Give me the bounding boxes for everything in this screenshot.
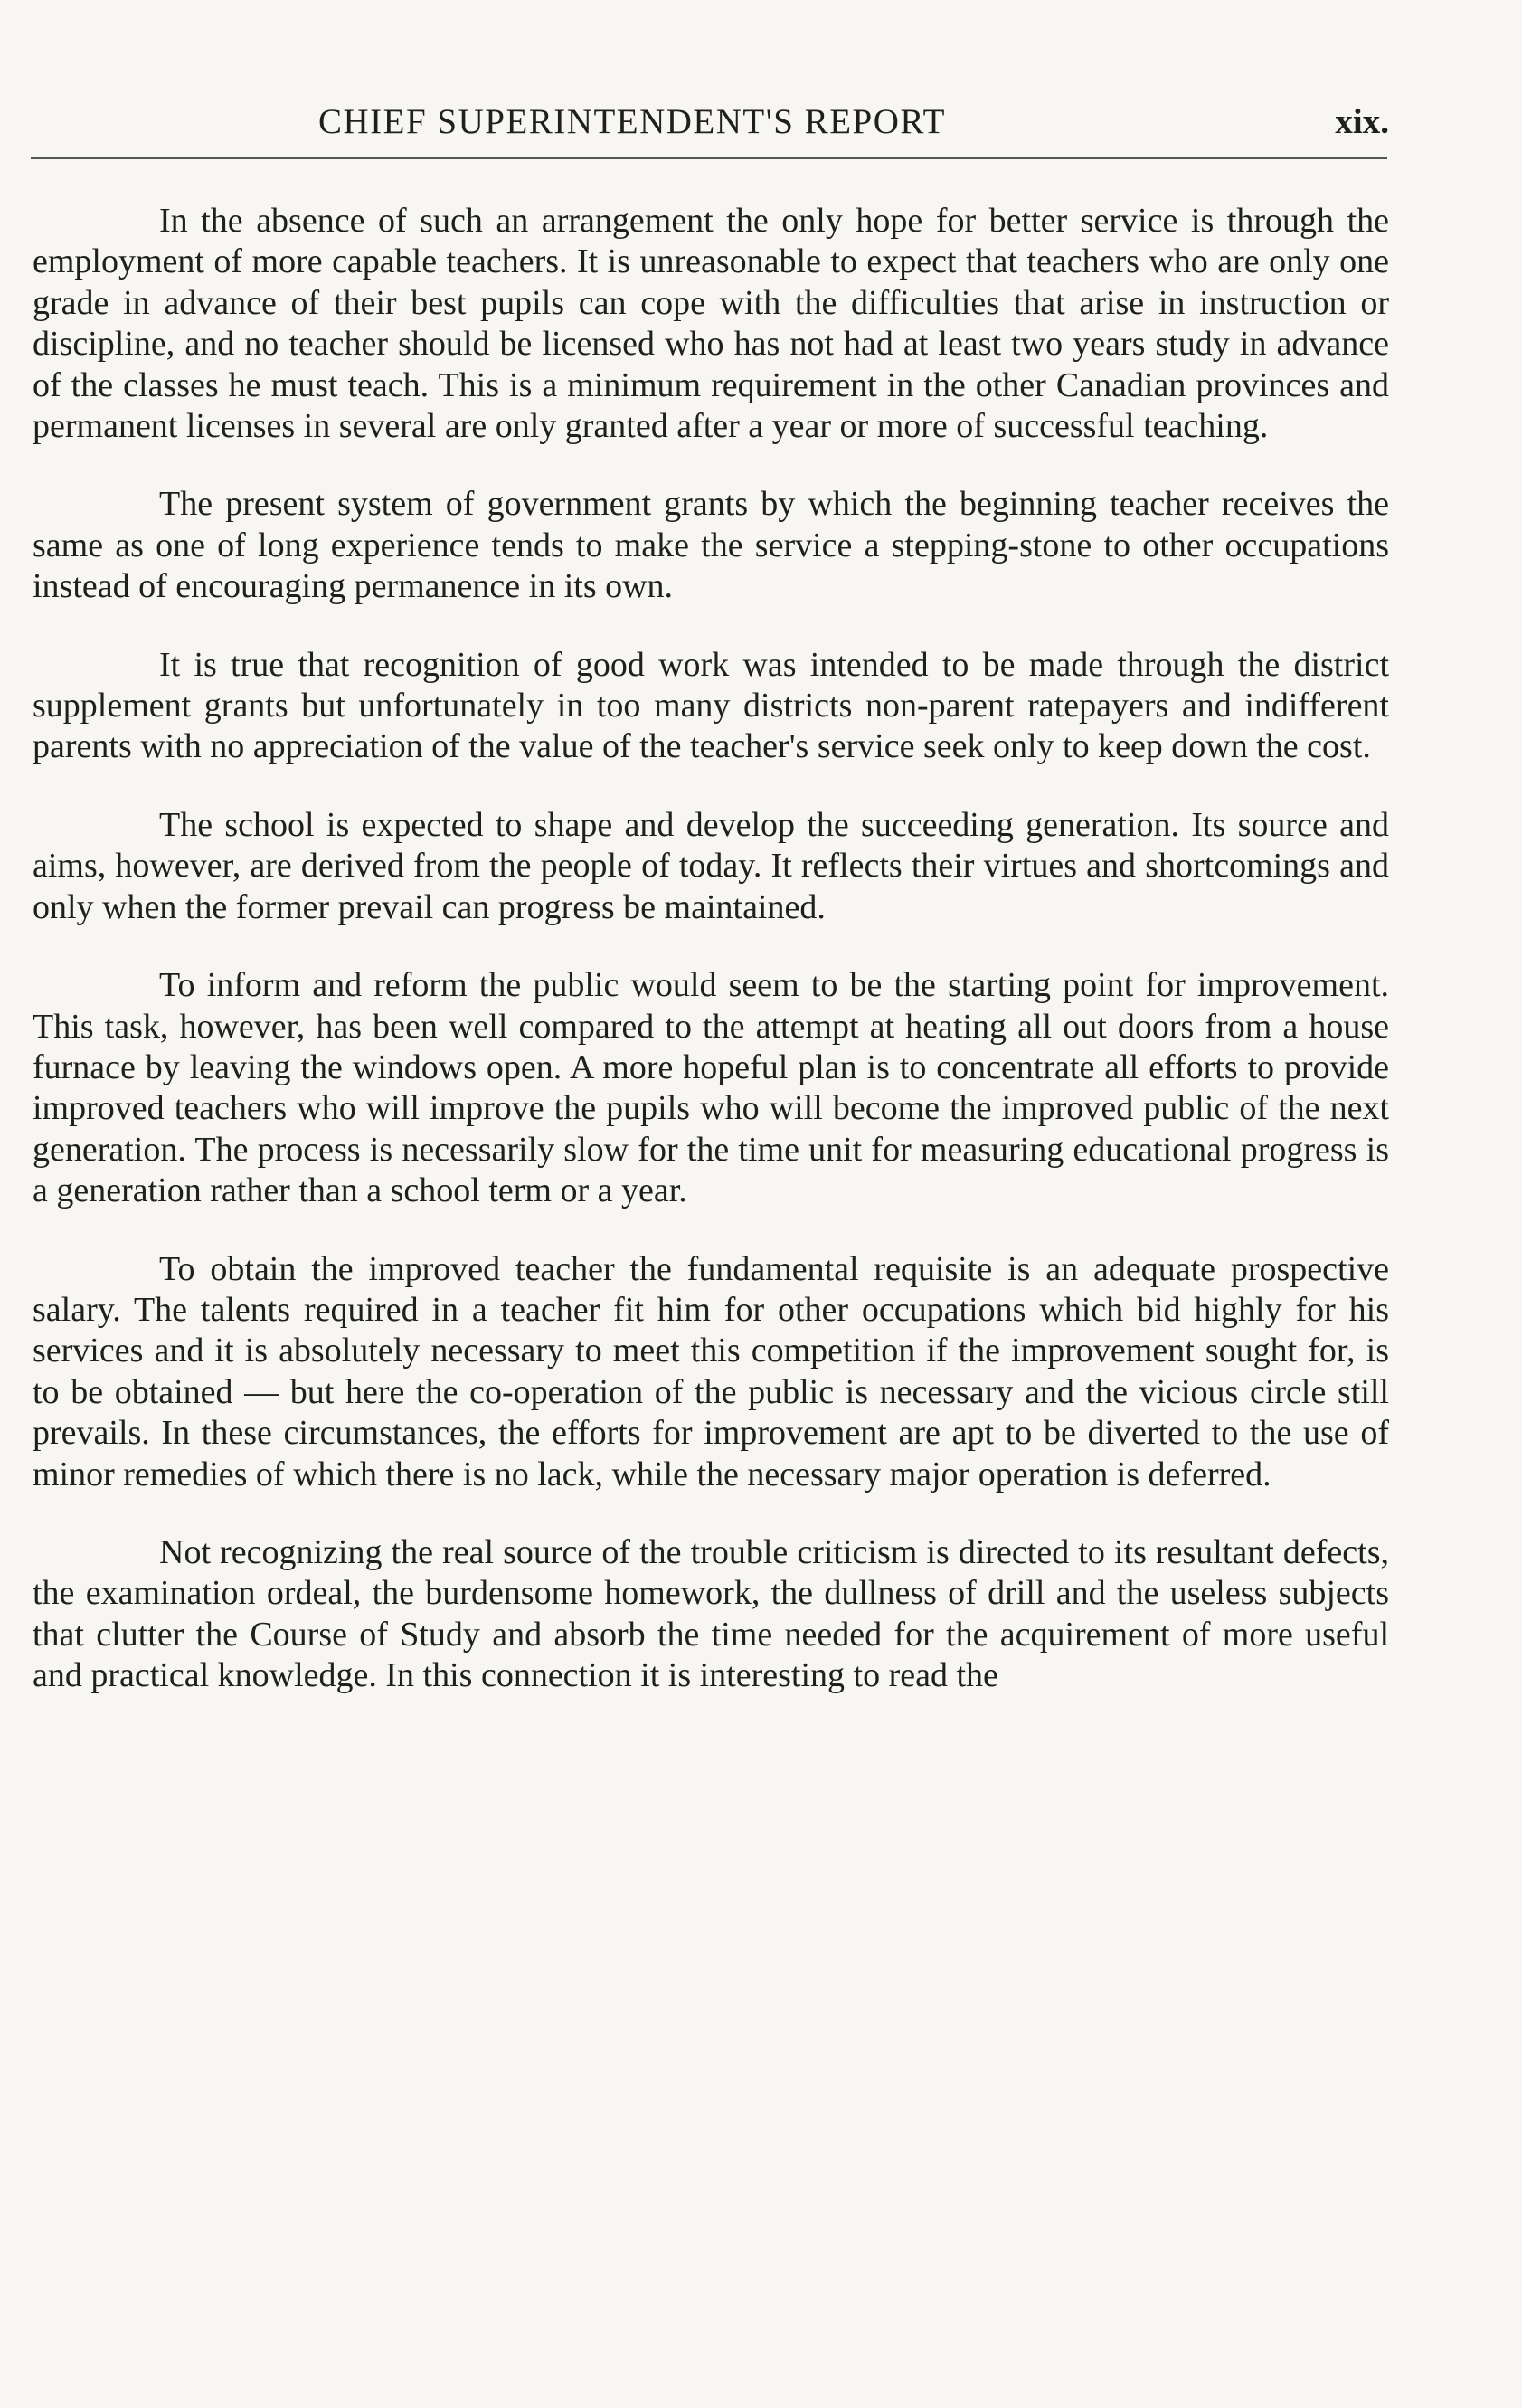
body-text — [33, 201, 1389, 1697]
header-rule — [31, 157, 1387, 159]
page-number: xix. — [1335, 102, 1389, 141]
header-title: CHIEF SUPERINTENDENT'S REPORT — [318, 102, 946, 141]
paragraph: The school is expected to shape and develop the succeeding generation. Its source and aims, however, are derived from the people of today. It reflects their virtues and shortcomings and only when the former prevail can progress be maintained. — [33, 805, 1389, 926]
paragraph: It is true that recognition of good work was intended to be made through the district supplement grants but unfortunately in too many districts non-parent ratepayers and indifferent parents with no appreciation of the value of the teacher's service seek only to keep down the cost. — [33, 645, 1389, 766]
paragraph: To obtain the improved teacher the fundamental requisite is an adequate prospective salary. The talents required in a teacher fit him for other occupations which bid highly for his services and it is absolutely necessary to meet this competition if the improvement sought for, is to be obtained — but here the co-operation of the public is necessary and the vicious circle still prevails. In these circumstances, the efforts for improvement are apt to be diverted to the use of minor remedies of which there is no lack, while the necessary major operation is deferred. — [33, 1249, 1389, 1493]
paragraph: In the absence of such an arrangement the only hope for better service is through the employment of more capable teachers. It is unreasonable to expect that teachers who are only one grade in advance of their best pupils can cope with the difficulties that arise in instruction or discipline, and no teacher should be licensed who has not had at least two years study in advance of the classes he must teach. This is a minimum requirement in the other Canadian provinces and permanent licenses in several are only granted after a year or more of successful teaching. — [33, 202, 1389, 446]
paragraph: Not recognizing the real source of the trouble criticism is directed to its resultant defects, the examination ordeal, the burdensome homework, the dullness of drill and the useless subjects that clutter the Course of Study and absorb the time needed for the acquirement of more useful and practical knowledge. In this connection it is interesting to read the — [33, 1532, 1389, 1695]
paragraph: The present system of government grants by which the beginning teacher receives the same as one of long experience tends to make the service a stepping-stone to other occupations instead of encouraging permanence in its own. — [33, 485, 1389, 606]
running-header — [33, 98, 1389, 152]
paragraph: To inform and reform the public would seem to be the starting point for improvement. This task, however, has been well compared to the attempt at heating all out doors from a house furnace by leaving the windows open. A more hopeful plan is to concentrate all efforts to provide improved teachers who will improve the pupils who will become the improved public of the next generation. The process is necessarily slow for the time unit for measuring educational progress is a generation rather than a school term or a year. — [33, 966, 1389, 1210]
